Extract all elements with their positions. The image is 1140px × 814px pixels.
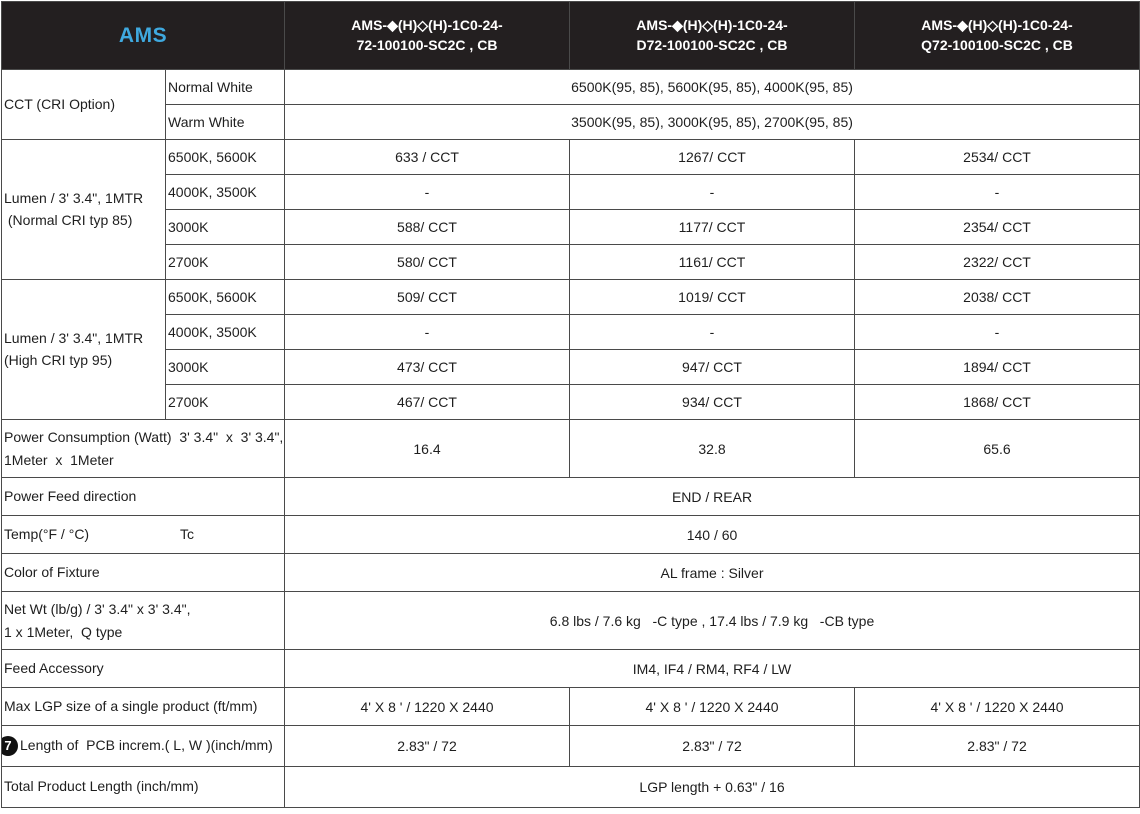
lumen-normal-label-line1: Lumen / 3' 3.4", 1MTR [4,189,144,206]
lumen-value: 1894/ CCT [855,350,1140,385]
lumen-value: 934/ CCT [570,385,855,420]
lumen-temp: 2700K [166,385,285,420]
lumen-value: 1868/ CCT [855,385,1140,420]
lumen-value: 2354/ CCT [855,210,1140,245]
temp-label-cell [2,516,285,554]
lumen-value: 467/ CCT [285,385,570,420]
table-row [2,245,1140,280]
number-badge-icon: 7 [2,736,19,756]
pcb-label-cell [2,726,285,767]
lumen-temp: 6500K, 5600K [166,140,285,175]
power-value: 16.4 [285,420,570,478]
lumen-value: - [855,175,1140,210]
table-row [2,554,1140,592]
table-row [2,350,1140,385]
table-row [2,385,1140,420]
power-value: 32.8 [570,420,855,478]
cct-normal-value: 6500K(95, 85), 5600K(95, 85), 4000K(95, 85) [285,70,1140,105]
table-row [2,726,1140,767]
feed-direction-value: END / REAR [285,478,1140,516]
lumen-value: - [285,315,570,350]
table-row [2,478,1140,516]
header-row [2,2,1140,70]
lumen-temp: 3000K [166,350,285,385]
lumen-value: 509/ CCT [285,280,570,315]
model-header-1 [285,2,570,70]
model-header-3 [855,2,1140,70]
color-label: Color of Fixture [2,554,285,592]
lumen-value: - [570,315,855,350]
lumen-temp: 4000K, 3500K [166,175,285,210]
lumen-value: - [570,175,855,210]
net-wt-value: 6.8 lbs / 7.6 kg -C type , 17.4 lbs / 7.9 kg -CB type [285,592,1140,650]
temp-value: 140 / 60 [285,516,1140,554]
table-row [2,688,1140,726]
net-wt-label-line2: 1 x 1Meter, Q type [4,623,123,640]
table-row [2,767,1140,808]
lumen-high-label [2,280,166,420]
power-label [2,420,285,478]
power-label-line2: 1Meter x 1Meter [4,451,114,468]
lumen-value: 588/ CCT [285,210,570,245]
lumen-value: 1267/ CCT [570,140,855,175]
table-row [2,280,1140,315]
lumen-value: - [285,175,570,210]
temp-tc-label: Tc [180,525,195,542]
model-header-2-line2: D72-100100-SC2C , CB [636,36,788,53]
net-wt-label [2,592,285,650]
max-lgp-value: 4' X 8 ' / 1220 X 2440 [855,688,1140,726]
spec-table [1,1,1140,808]
max-lgp-value: 4' X 8 ' / 1220 X 2440 [570,688,855,726]
feed-accessory-value: IM4, IF4 / RM4, RF4 / LW [285,650,1140,688]
lumen-temp: 3000K [166,210,285,245]
table-row [2,210,1140,245]
brand-title: AMS [2,2,285,70]
lumen-value: 473/ CCT [285,350,570,385]
cct-warm-label: Warm White [166,105,285,140]
table-row [2,140,1140,175]
lumen-value: - [855,315,1140,350]
table-row [2,175,1140,210]
pcb-value: 2.83" / 72 [855,726,1140,767]
lumen-temp: 2700K [166,245,285,280]
feed-accessory-label: Feed Accessory [2,650,285,688]
model-header-3-line1: AMS-◆(H)◇(H)-1C0-24- [921,16,1073,33]
lumen-value: 2322/ CCT [855,245,1140,280]
lumen-temp: 6500K, 5600K [166,280,285,315]
pcb-value: 2.83" / 72 [285,726,570,767]
lumen-value: 1019/ CCT [570,280,855,315]
model-header-1-line2: 72-100100-SC2C , CB [356,36,498,53]
power-value: 65.6 [855,420,1140,478]
max-lgp-label: Max LGP size of a single product (ft/mm) [2,688,285,726]
model-header-1-line1: AMS-◆(H)◇(H)-1C0-24- [351,16,503,33]
model-header-2 [570,2,855,70]
table-row [2,70,1140,105]
lumen-value: 580/ CCT [285,245,570,280]
net-wt-label-line1: Net Wt (lb/g) / 3' 3.4" x 3' 3.4", [4,601,191,618]
model-header-3-line2: Q72-100100-SC2C , CB [921,36,1073,53]
table-row [2,516,1140,554]
lumen-value: 1177/ CCT [570,210,855,245]
temp-label: Temp(°F / °C) [4,525,90,542]
table-row [2,315,1140,350]
lumen-normal-label [2,140,166,280]
cct-label: CCT (CRI Option) [2,70,166,140]
lumen-normal-label-line2: (Normal CRI typ 85) [4,211,133,228]
feed-direction-label: Power Feed direction [2,478,285,516]
table-row [2,650,1140,688]
table-row [2,420,1140,478]
lumen-high-label-line2: (High CRI typ 95) [4,351,113,368]
pcb-label: Length of PCB increm.( L, W )(inch/mm) [20,737,273,754]
table-row [2,592,1140,650]
lumen-high-label-line1: Lumen / 3' 3.4", 1MTR [4,329,144,346]
lumen-value: 2534/ CCT [855,140,1140,175]
color-value: AL frame : Silver [285,554,1140,592]
total-length-label: Total Product Length (inch/mm) [2,767,285,808]
table-row [2,105,1140,140]
lumen-value: 1161/ CCT [570,245,855,280]
lumen-value: 2038/ CCT [855,280,1140,315]
cct-warm-value: 3500K(95, 85), 3000K(95, 85), 2700K(95, 85) [285,105,1140,140]
pcb-value: 2.83" / 72 [570,726,855,767]
model-header-2-line1: AMS-◆(H)◇(H)-1C0-24- [636,16,788,33]
lumen-value: 947/ CCT [570,350,855,385]
power-label-line1: Power Consumption (Watt) 3' 3.4" x 3' 3.4", [4,429,284,446]
lumen-value: 633 / CCT [285,140,570,175]
max-lgp-value: 4' X 8 ' / 1220 X 2440 [285,688,570,726]
lumen-temp: 4000K, 3500K [166,315,285,350]
cct-normal-label: Normal White [166,70,285,105]
total-length-value: LGP length + 0.63" / 16 [285,767,1140,808]
